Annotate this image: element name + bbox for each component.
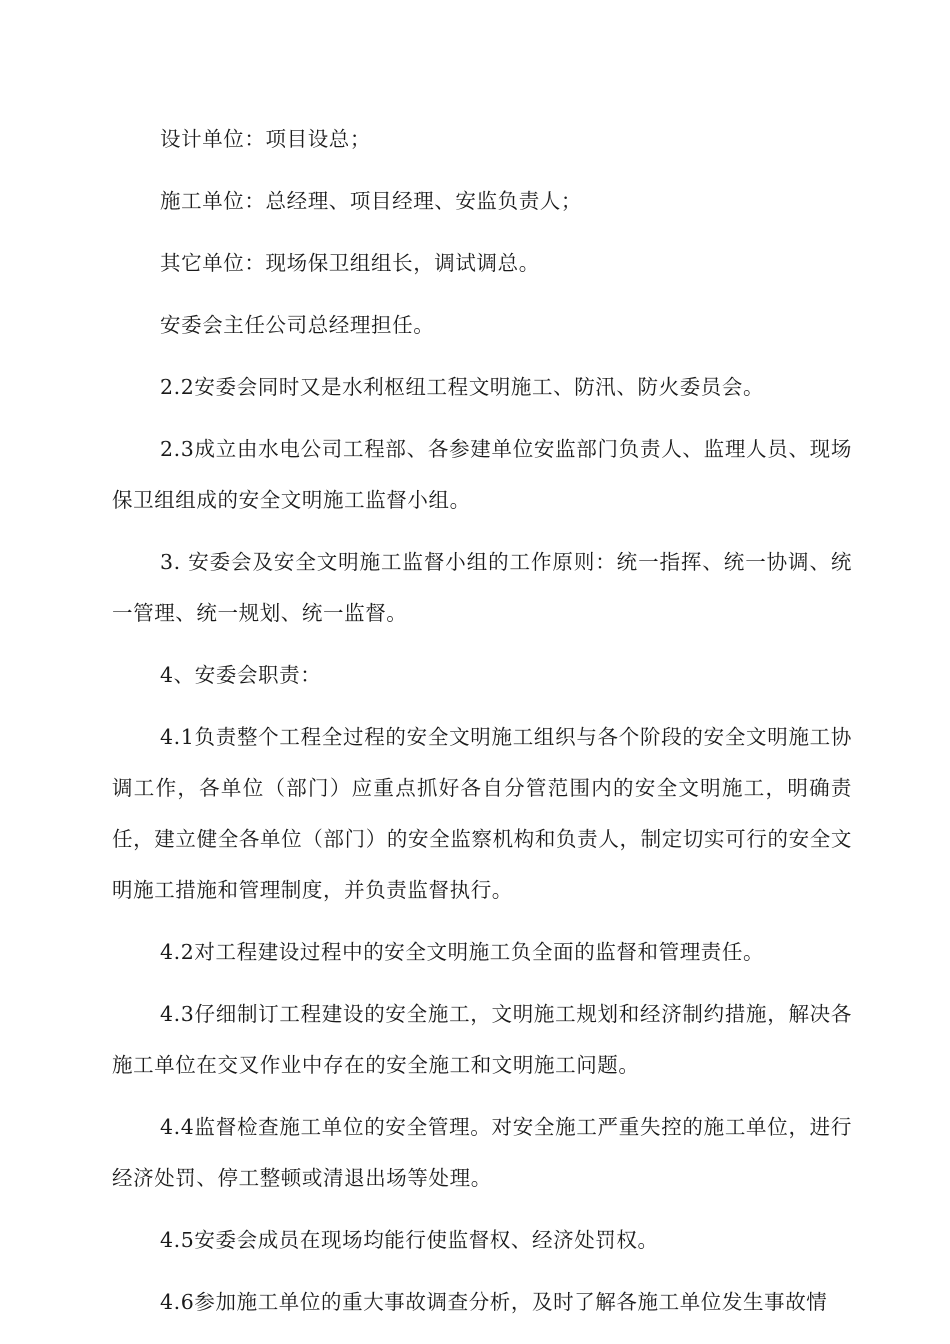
paragraph-2-2: 2.2安委会同时又是水利枢纽工程文明施工、防汛、防火委员会。 <box>160 375 765 399</box>
paragraph-other-units: 其它单位：现场保卫组组长，调试调总。 <box>160 251 540 275</box>
paragraph-4-1: 4.1负责整个工程全过程的安全文明施工组织与各个阶段的安全文明施工协调工作，各单位（部门）应重点抓好各自分管范围内的安全文明施工，明确责任，建立健全各单位（部门）的安全监察机构和负责人，制定切实可行的安全文明施工措施和管理制度，并负责监督执行。 <box>112 725 852 902</box>
paragraph-4-2: 4.2对工程建设过程中的安全文明施工负全面的监督和管理责任。 <box>160 940 765 964</box>
document-body <box>112 114 852 1339</box>
paragraph-design-unit: 设计单位：项目设总； <box>160 127 371 151</box>
paragraph-4-5: 4.5安委会成员在现场均能行使监督权、经济处罚权。 <box>160 1228 659 1252</box>
paragraph-committee-director: 安委会主任公司总经理担任。 <box>160 313 435 337</box>
paragraph-3: 3. 安委会及安全文明施工监督小组的工作原则：统一指挥、统一协调、统一管理、统一规划、统一监督。 <box>112 550 852 625</box>
paragraph-construction-unit: 施工单位：总经理、项目经理、安监负责人； <box>160 189 582 213</box>
paragraph-4-heading: 4、安委会职责： <box>160 663 322 687</box>
paragraph-4-3: 4.3仔细制订工程建设的安全施工，文明施工规划和经济制约措施，解决各施工单位在交叉作业中存在的安全施工和文明施工问题。 <box>112 1002 852 1077</box>
paragraph-4-6: 4.6参加施工单位的重大事故调查分析，及时了解各施工单位发生事故情 <box>160 1290 828 1314</box>
paragraph-2-3: 2.3成立由水电公司工程部、各参建单位安监部门负责人、监理人员、现场保卫组组成的安全文明施工监督小组。 <box>112 437 852 512</box>
paragraph-4-4: 4.4监督检查施工单位的安全管理。对安全施工严重失控的施工单位，进行经济处罚、停工整顿或清退出场等处理。 <box>112 1115 852 1190</box>
